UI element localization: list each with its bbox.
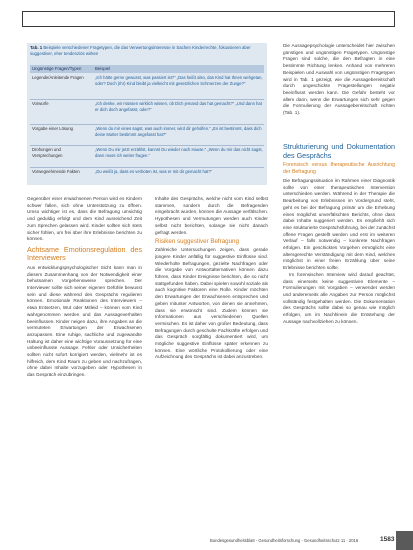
paragraph: Aus entwicklungspsychologischer Sicht kann man in diesem Zusammenhang von der Notwendigkeit einer behutsamen Vorgehensweise sprechen. Der Interviewer sollte sich seiner eigenen Gefühle bewusst sein und diese während des Gesprächs regulieren können. Emotionale Reaktionen des Interviewers – etwa Entsetzen, Wut oder Mitleid – können vom Kind wahrgenommen werden und das Aussageverhalten beeinflussen. Kinder neigen dazu, ihre Angaben an die vermuteten Erwartungen der Erwachsenen anzupassen. Eine ruhige, sachliche und zugewandte Haltung ist daher eine wichtige Voraussetzung für eine unbeeinflusste Aussage. Fehler oder Unsicherheiten sollten nicht sofort korrigiert werden, vielmehr ist es hilfreich, dem Kind Raum zu geben und nachzufragen, ohne dabei Inhalte vorzugeben oder Hypothesen in das Gespräch einzubringen. bbox=[27, 264, 142, 378]
paragraph: Zahlreiche Untersuchungen zeigen, dass gerade jüngere Kinder anfällig für suggestive Einflüsse sind. Wiederholte Befragungen, gezielte Nachfragen oder die Vorgabe von Antwortalternativen können dazu führen, dass Kinder Ereignisse berichten, die so nicht stattgefunden haben. Dabei spielen sowohl soziale als auch kognitive Faktoren eine Rolle. Kinder möchten den Erwartungen der Erwachsenen entsprechen und geben mitunter Antworten, von denen sie annehmen, dass sie erwünscht sind. Zudem können sie Informationen aus verschiedenen Quellen vermischen. Es ist daher von großer Bedeutung, dass Befragungen durch geschulte Fachkräfte erfolgen und das Gespräch sorgfältig dokumentiert wird, um mögliche suggestive Einflüsse später erkennen zu können. Eine wörtliche Protokollierung oder eine Aufzeichnung des Gesprächs ist dabei anzustreben. bbox=[155, 247, 268, 360]
table-cell-example: „Wenn Du mir jetzt erzählst, kannst Du wieder nach Hause.“ „Wenn du mir das nicht sagst, dann muss ich weiter fragen.“ bbox=[95, 147, 263, 158]
left-column bbox=[27, 196, 142, 528]
table-header-col2: Beispiel bbox=[95, 66, 111, 71]
paragraph: Inhalte des Gesprächs, welche nicht vom Kind selbst stammen, sondern durch die Befragenden eingebracht wurden, können die Aussage verfälschen. Hypothesen und Vermutungen werden auch Kinder selbst nicht berichten, solange sie nicht danach gefragt werden. bbox=[155, 196, 268, 235]
table-cell-example: „Wenn du mir eines sagst, was auch immer, wird dir geholfen.“ „Es ist bestimmt, dass dich deine Mutter bestimmt angefasst hat?“ bbox=[95, 126, 262, 137]
table-caption-text: Beispiele verschiedener Fragetypen, die das Verwertungsinteresse in Sachen Kinderrechte, fokussieren aber suggestiver, eher tendenziös wirken bbox=[30, 45, 251, 57]
table-caption bbox=[30, 45, 264, 57]
table-divider bbox=[30, 145, 264, 146]
paragraph: Im forensischen Interview wird darauf geachtet, dass einerseits keine suggestiven Elemente – Formulierungen mit Vorgaben – verwendet werden und andererseits alle Angaben zur Person möglichst vollständig festgehalten werden. Die Dokumentation des Gesprächs sollte dabei so genau wie möglich erfolgen, um im Nachhinein die Entstehung der Aussage nachvollziehen zu können. bbox=[283, 271, 395, 324]
table-cell-type: Drohungen und Versprechungen bbox=[32, 147, 63, 158]
paragraph: Die Befragungssituation im Rahmen einer Diagnostik sollte von einer therapeutischen Intervention unterschieden werden. Während in der Therapie die Bearbeitung von Erlebnissen im Vordergrund steht, geht es bei der Befragung primär um die Erhebung eines möglichst unverfälschten Berichts, ohne dass dabei Inhalte suggeriert werden. Es empfiehlt sich eine strukturierte Gesprächsführung, bei der zunächst offene Fragen gestellt werden und erst im weiteren Verlauf – falls notwendig – konkrete Nachfragen erfolgen. Ein geschicktes Vorgehen ermöglicht eine altersgerechte Verständigung mit dem Kind, welches möglichst in einer freien Erzählung über seine Erlebnisse berichten sollte. bbox=[283, 178, 395, 271]
subsection-heading-forensisch: Forensisch versus therapeutische Ausrichtung der Befragung bbox=[283, 162, 395, 175]
table-cell-example: „Du weißt ja, dass es verboten ist, was er mit dir gemacht hat?“ bbox=[95, 169, 213, 174]
right-column bbox=[283, 140, 395, 528]
table-cell-type: Legende/Anleitende Fragen bbox=[32, 75, 84, 80]
paragraph: Gegenüber einer erwachsenen Person wird es Kindern schwer fallen, sich ohne Unterstützung zu öffnen. Umso wichtiger ist es, dass die Befragung umsichtig und geduldig erfolgt und dem Kind ausreichend Zeit zum Sprechen gelassen wird. Kinder sollten sich stets sicher fühlen, um frei über ihre Erlebnisse berichten zu können. bbox=[27, 196, 142, 242]
header-rule-box bbox=[22, 11, 395, 27]
section-heading-emotionsregulation: Achtsame Emotionsregulation des Interviewers bbox=[27, 244, 142, 263]
page-number: 1583 bbox=[380, 536, 395, 543]
table-caption-label: Tab. 1 bbox=[30, 45, 43, 50]
table-divider bbox=[30, 99, 264, 100]
section-heading-strukturierung: Strukturierung und Dokumentation des Gesprächs bbox=[283, 142, 395, 160]
table-cell-example: „Ich hätte gerne gewusst, was passiert ist?“ „Das heißt also, das Kind hat Ihnen wehgetan, oder? Doch (Ihr) Kind bleibt ja vielleicht mit gesetzlichen Schmerzen der Zunge?“ bbox=[95, 75, 263, 86]
table-cell-type: Vorgabe einer Lösung bbox=[32, 126, 73, 131]
table-1 bbox=[27, 43, 267, 185]
section-heading-suggestiv: Risiken suggestiver Befragung bbox=[155, 238, 239, 246]
right-column-top bbox=[283, 43, 395, 136]
table-divider bbox=[30, 167, 264, 168]
table-header-col1: Ungünstige Fragen/Typen bbox=[32, 66, 82, 71]
middle-column bbox=[155, 196, 268, 528]
table-cell-type: Vorwegnehmende Fakten bbox=[32, 169, 80, 174]
journal-footer: Bundesgesundheitsblatt - Gesundheitsforschung - Gesundheitsschutz 11 · 2016 bbox=[210, 538, 359, 543]
table-header bbox=[30, 65, 264, 73]
table-cell-example: „Ich denke, wir müssen wirklich wissen, ob Dich jemand das hat gemacht?“ „Und dann hat er dich doch angefasst, oder?“ bbox=[95, 101, 262, 112]
footer-tab bbox=[396, 531, 413, 550]
table-divider bbox=[30, 124, 264, 125]
paragraph: Die Aussagepsychologie unterscheidet hier zwischen günstigen und ungünstigen Fragetypen. Ungünstige Fragen sind solche, die den Befragten in eine bestimmte Richtung lenken. Anhand von mehreren Beispielen und Auswahl von ungünstigen Fragetypen wird in Tab. 1 gezeigt, wie die Aussagebereitschaft durch ungeschickte Fragestellungen negativ beeinflusst werden kann. Die Gefahr besteht vor allem dann, wenn die Erwartungen sich sehr gegen die Formulierung der Aussagebereitschaft richten (Tab. 1). bbox=[283, 43, 395, 116]
table-cell-type: Vorwurfe bbox=[32, 101, 49, 106]
